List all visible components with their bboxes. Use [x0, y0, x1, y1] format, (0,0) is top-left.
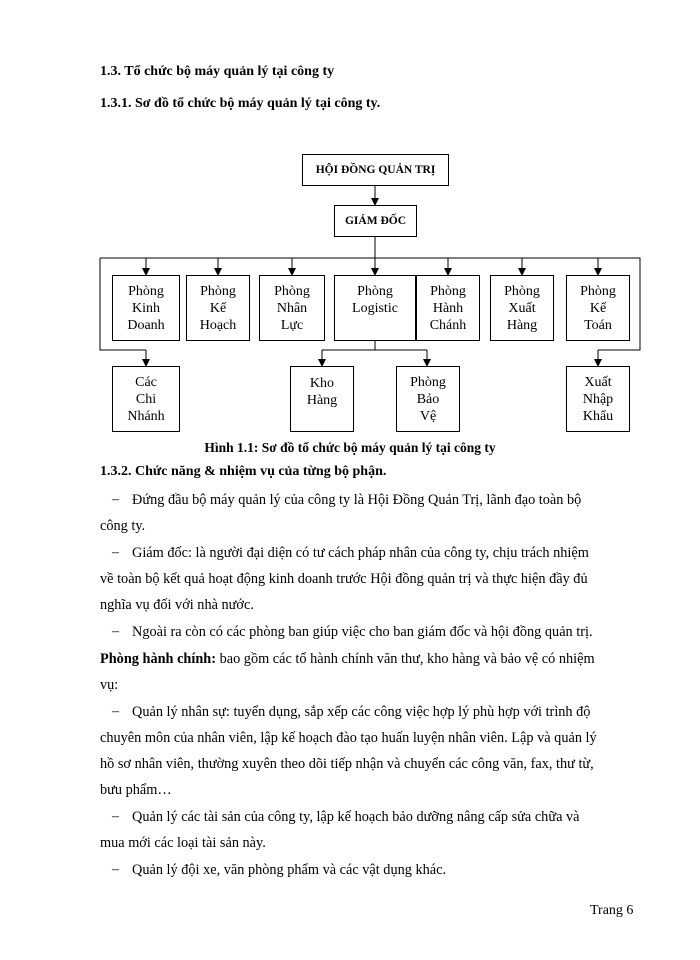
unit-label-line: Kho — [309, 376, 335, 391]
paragraph-line: Đứng đầu bộ máy quản lý của công ty là Hội Đồng Quản Trị, lãnh đạo toàn bộ — [132, 492, 582, 508]
unit-label-line: Chi — [135, 391, 157, 407]
unit-label-line: Nhập — [582, 391, 614, 407]
figure-caption: Hình 1.1: Sơ đồ tổ chức bộ máy quản lý tại công ty — [204, 440, 496, 455]
dept-label-line: Phòng — [430, 283, 466, 299]
dept-label-line: Phòng — [580, 283, 616, 299]
paragraph-line: Quản lý đội xe, văn phòng phẩm và các vật dụng khác. — [132, 862, 447, 878]
dept-label-line: Phòng — [200, 283, 236, 299]
dept-label-line: Kế — [589, 300, 607, 316]
dept-label-line: Phòng — [274, 283, 310, 299]
admin-text: bao gồm các tổ hành chính văn thư, kho hàng và bảo vệ có nhiệm — [216, 651, 595, 667]
paragraph-line: Quản lý các tài sản của công ty, lập kế hoạch bảo dưỡng nâng cấp sửa chữa và — [132, 809, 580, 825]
unit-kho-hang — [290, 366, 354, 432]
paragraph-line: nghĩa vụ đối với nhà nước. — [100, 597, 254, 613]
paragraph-line: Quản lý nhân sự: tuyển dụng, sắp xếp các công việc hợp lý phù hợp với trình độ — [132, 704, 591, 720]
bullet-dash: – — [112, 809, 119, 824]
dept-label-line: Nhân — [276, 300, 308, 316]
paragraph-line: Ngoài ra còn có các phòng ban giúp việc cho ban giám đốc và hội đồng quản trị. — [132, 624, 593, 640]
dept-hanh-chanh — [416, 275, 480, 341]
paragraph-line: bưu phẩm… — [100, 782, 172, 798]
paragraph-line: hồ sơ nhân viên, thường xuyên theo dõi tiếp nhận và chuyển các công văn, fax, thư từ, — [100, 756, 594, 772]
dept-xuat-hang — [490, 275, 554, 341]
unit-xuat-nhap-khau — [566, 366, 630, 432]
board-box — [302, 154, 449, 186]
paragraph-line — [100, 646, 595, 672]
director-label: GIÁM ĐỐC — [344, 214, 406, 227]
bullet-dash: – — [112, 545, 119, 560]
page-number: Trang 6 — [590, 903, 634, 918]
unit-label-line: Xuất — [584, 374, 612, 390]
dept-label-line: Phòng — [128, 283, 164, 299]
dept-label-line: Phòng — [357, 284, 393, 299]
section-heading: 1.3. Tổ chức bộ máy quản lý tại công ty — [100, 64, 335, 79]
dept-label-line: Xuất — [508, 300, 536, 316]
paragraph-line: vụ: — [100, 677, 119, 693]
unit-label-line: Các — [135, 374, 157, 390]
dept-label-line: Doanh — [127, 317, 165, 333]
director-box — [334, 205, 417, 237]
dept-logistic — [334, 275, 416, 341]
dept-nhan-luc — [259, 275, 325, 341]
dept-label-line: Hoạch — [199, 317, 237, 333]
paragraph-line: Giám đốc: là người đại diện có tư cách pháp nhân của công ty, chịu trách nhiệm — [132, 545, 589, 561]
bullet-dash: – — [112, 492, 119, 507]
dept-label-line: Lực — [280, 317, 304, 333]
dept-label-line: Phòng — [504, 283, 540, 299]
board-label: HỘI ĐỒNG QUẢN TRỊ — [315, 163, 436, 176]
unit-chi-nhanh — [112, 366, 180, 432]
unit-label-line: Nhánh — [127, 408, 165, 424]
unit-label-line: Hàng — [306, 393, 338, 408]
dept-kinh-doanh — [112, 275, 180, 341]
dept-label-line: Hành — [432, 300, 464, 316]
bullet-dash: – — [112, 704, 119, 719]
bullet-dash: – — [112, 624, 119, 639]
dept-label-line: Toán — [584, 317, 612, 333]
unit-label-line: Khẩu — [582, 408, 614, 424]
paragraph-line: chuyên môn của nhân viên, lập kế hoạch đào tạo huấn luyện nhân viên. Lập và quản lý — [100, 730, 597, 746]
functions-heading: 1.3.2. Chức năng & nhiệm vụ của từng bộ phận. — [100, 464, 387, 479]
paragraph-line: công ty. — [100, 518, 146, 534]
admin-label: Phòng hành chính: — [100, 651, 217, 667]
dept-label-line: Kinh — [131, 300, 160, 316]
dept-label-line: Chánh — [429, 317, 467, 333]
unit-label-line: Vệ — [419, 408, 437, 424]
paragraph-line: mua mới các loại tài sản này. — [100, 835, 266, 851]
paragraph-line: về toàn bộ kết quả hoạt động kinh doanh trước Hội đồng quản trị và thực hiện đầy đủ — [100, 571, 588, 587]
dept-label-line: Kế — [209, 300, 227, 316]
dept-ke-toan — [566, 275, 630, 341]
dept-label-line: Hàng — [506, 317, 538, 333]
dept-label-line: Logistic — [352, 301, 398, 316]
unit-bao-ve — [396, 366, 460, 432]
bullet-dash: – — [112, 862, 119, 877]
dept-ke-hoach — [186, 275, 250, 341]
unit-label-line: Bảo — [416, 391, 440, 407]
unit-label-line: Phòng — [410, 374, 446, 390]
subsection-heading: 1.3.1. Sơ đồ tổ chức bộ máy quản lý tại công ty. — [100, 96, 381, 111]
